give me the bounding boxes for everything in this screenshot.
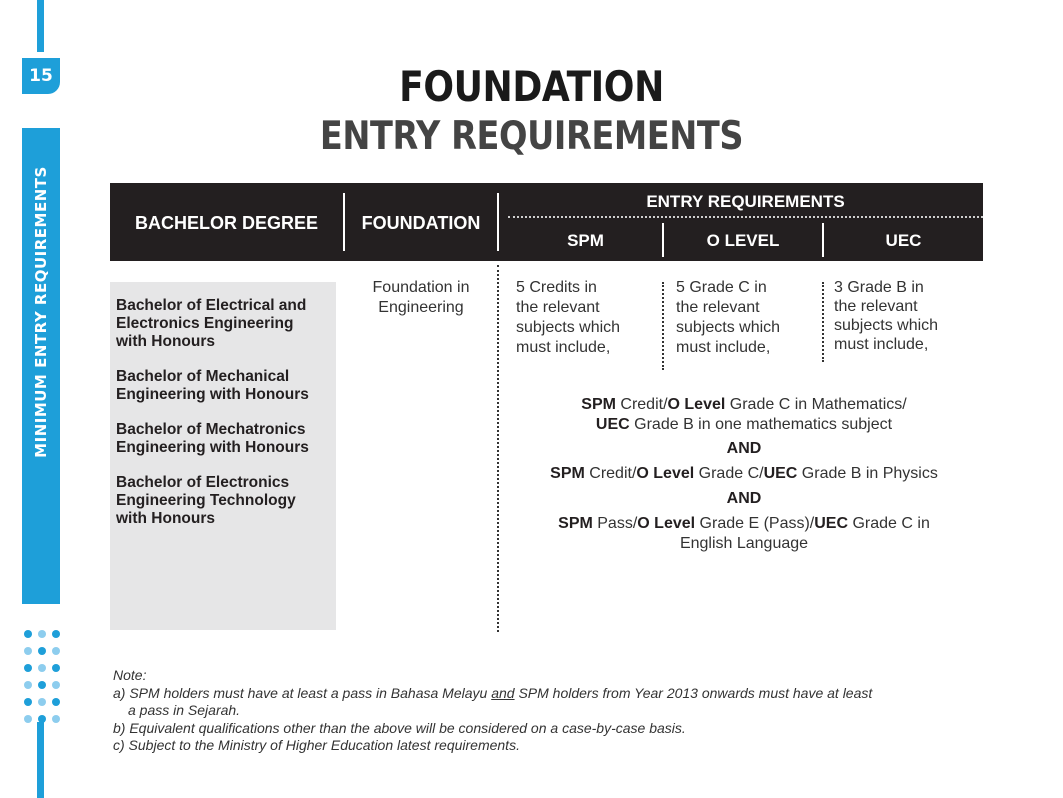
column-divider xyxy=(822,282,824,362)
qualification-label: SPM xyxy=(558,515,593,532)
note-b: b) Equivalent qualifications other than the above will be considered on a case-by-case basis. xyxy=(113,719,686,736)
decorative-dot xyxy=(38,664,46,672)
degree-item xyxy=(116,297,331,351)
decorative-dot xyxy=(52,647,60,655)
decorative-dot xyxy=(24,647,32,655)
header-divider xyxy=(497,193,499,251)
foundation-line: Foundation in xyxy=(372,279,470,296)
qualification-label: UEC xyxy=(763,465,798,482)
decorative-dot xyxy=(24,681,32,689)
decorative-dot xyxy=(38,681,46,689)
degree-line: Bachelor of Mechatronics xyxy=(116,421,306,438)
note-a-continued: a pass in Sejarah. xyxy=(128,702,241,718)
degree-line: with Honours xyxy=(116,510,216,527)
requirement-physics xyxy=(505,464,983,484)
page-title: FOUNDATION xyxy=(399,62,664,111)
column-divider xyxy=(497,265,499,632)
spm-line: must include, xyxy=(516,339,611,356)
decorative-dot xyxy=(38,647,46,655)
degree-line: Engineering with Honours xyxy=(116,439,309,456)
uec-line: subjects which xyxy=(834,317,939,334)
requirement-mathematics xyxy=(505,395,983,434)
and-connector: AND xyxy=(726,490,762,507)
page-subtitle: ENTRY REQUIREMENTS xyxy=(319,114,744,159)
sidebar-bottom-line xyxy=(37,722,44,798)
decorative-dot xyxy=(52,681,60,689)
o-level-line: must include, xyxy=(676,339,771,356)
and-connector: AND xyxy=(726,440,762,457)
foundation-line: Engineering xyxy=(378,299,464,316)
column-divider xyxy=(662,282,664,370)
note-text: SPM holders from Year 2013 onwards must have at least xyxy=(514,684,873,701)
requirement-text: Grade C in Mathematics/ xyxy=(725,396,907,413)
requirement-text: Grade B in Physics xyxy=(797,465,938,482)
header-o-level: O LEVEL xyxy=(706,231,780,250)
spm-cell xyxy=(516,278,661,358)
decorative-dot xyxy=(52,630,60,638)
header-entry-requirements: ENTRY REQUIREMENTS xyxy=(646,192,845,211)
header-bachelor-degree: BACHELOR DEGREE xyxy=(134,213,318,233)
degree-line: Bachelor of Electronics xyxy=(116,474,290,491)
qualification-label: UEC xyxy=(814,515,849,532)
requirement-text: English Language xyxy=(679,534,809,552)
notes-heading: Note: xyxy=(113,667,147,683)
spm-line: subjects which xyxy=(516,319,621,336)
header-uec: UEC xyxy=(885,231,922,250)
requirement-text: Pass/ xyxy=(592,515,638,532)
header-spm: SPM xyxy=(567,231,604,250)
table-header xyxy=(110,183,983,261)
uec-cell xyxy=(834,278,979,354)
foundation-cell xyxy=(345,278,497,318)
requirement-english xyxy=(505,514,983,553)
decorative-dot xyxy=(38,698,46,706)
qualification-label: O Level xyxy=(667,396,726,413)
note-text: a) SPM holders must have at least a pass in Bahasa Melayu xyxy=(113,684,492,701)
degree-line: Engineering Technology xyxy=(116,492,296,509)
o-level-line: subjects which xyxy=(676,319,781,336)
degree-item xyxy=(116,421,331,457)
decorative-dot xyxy=(24,698,32,706)
qualification-label: UEC xyxy=(595,415,630,433)
decorative-dot xyxy=(24,630,32,638)
uec-line: 3 Grade B in xyxy=(834,279,924,296)
qualification-label: O Level xyxy=(637,515,696,532)
uec-line: must include, xyxy=(834,336,929,353)
degree-line: with Honours xyxy=(116,333,216,350)
o-level-line: 5 Grade C in xyxy=(676,279,767,296)
decorative-dot xyxy=(52,698,60,706)
sidebar-top-line xyxy=(37,0,44,52)
decorative-dot xyxy=(24,715,32,723)
note-a xyxy=(113,685,993,703)
spm-line: 5 Credits in xyxy=(516,279,597,296)
decorative-dot xyxy=(38,630,46,638)
requirement-text: Grade E (Pass)/ xyxy=(695,515,815,532)
o-level-line: the relevant xyxy=(676,299,760,316)
degree-line: Bachelor of Electrical and xyxy=(116,297,307,314)
uec-line: the relevant xyxy=(834,298,918,315)
note-c: c) Subject to the Ministry of Higher Education latest requirements. xyxy=(113,737,520,753)
decorative-dot xyxy=(52,664,60,672)
degree-line: Engineering with Honours xyxy=(116,386,309,403)
degree-line: Electronics Engineering xyxy=(116,315,294,332)
degree-line: Bachelor of Mechanical xyxy=(116,368,290,385)
spm-line: the relevant xyxy=(516,299,600,316)
qualification-label: SPM xyxy=(550,465,585,482)
header-dotted-divider xyxy=(508,216,983,218)
requirement-text: Grade C/ xyxy=(694,465,764,482)
degree-item xyxy=(116,474,331,528)
degree-item xyxy=(116,368,331,404)
sidebar-label: MINIMUM ENTRY REQUIREMENTS xyxy=(32,166,50,458)
requirement-text: Grade B in one mathematics subject xyxy=(629,415,893,433)
notes xyxy=(113,667,993,755)
header-foundation: FOUNDATION xyxy=(361,213,481,233)
requirement-text: Credit/ xyxy=(584,465,637,482)
requirement-text: Credit/ xyxy=(615,396,668,413)
o-level-cell xyxy=(676,278,821,358)
note-text: and xyxy=(491,684,515,701)
page-number: 15 xyxy=(22,58,60,94)
qualification-label: O Level xyxy=(636,465,695,482)
qualification-label: SPM xyxy=(581,396,616,413)
requirement-text: Grade C in xyxy=(848,515,930,532)
decorative-dot xyxy=(52,715,60,723)
decorative-dot xyxy=(24,664,32,672)
